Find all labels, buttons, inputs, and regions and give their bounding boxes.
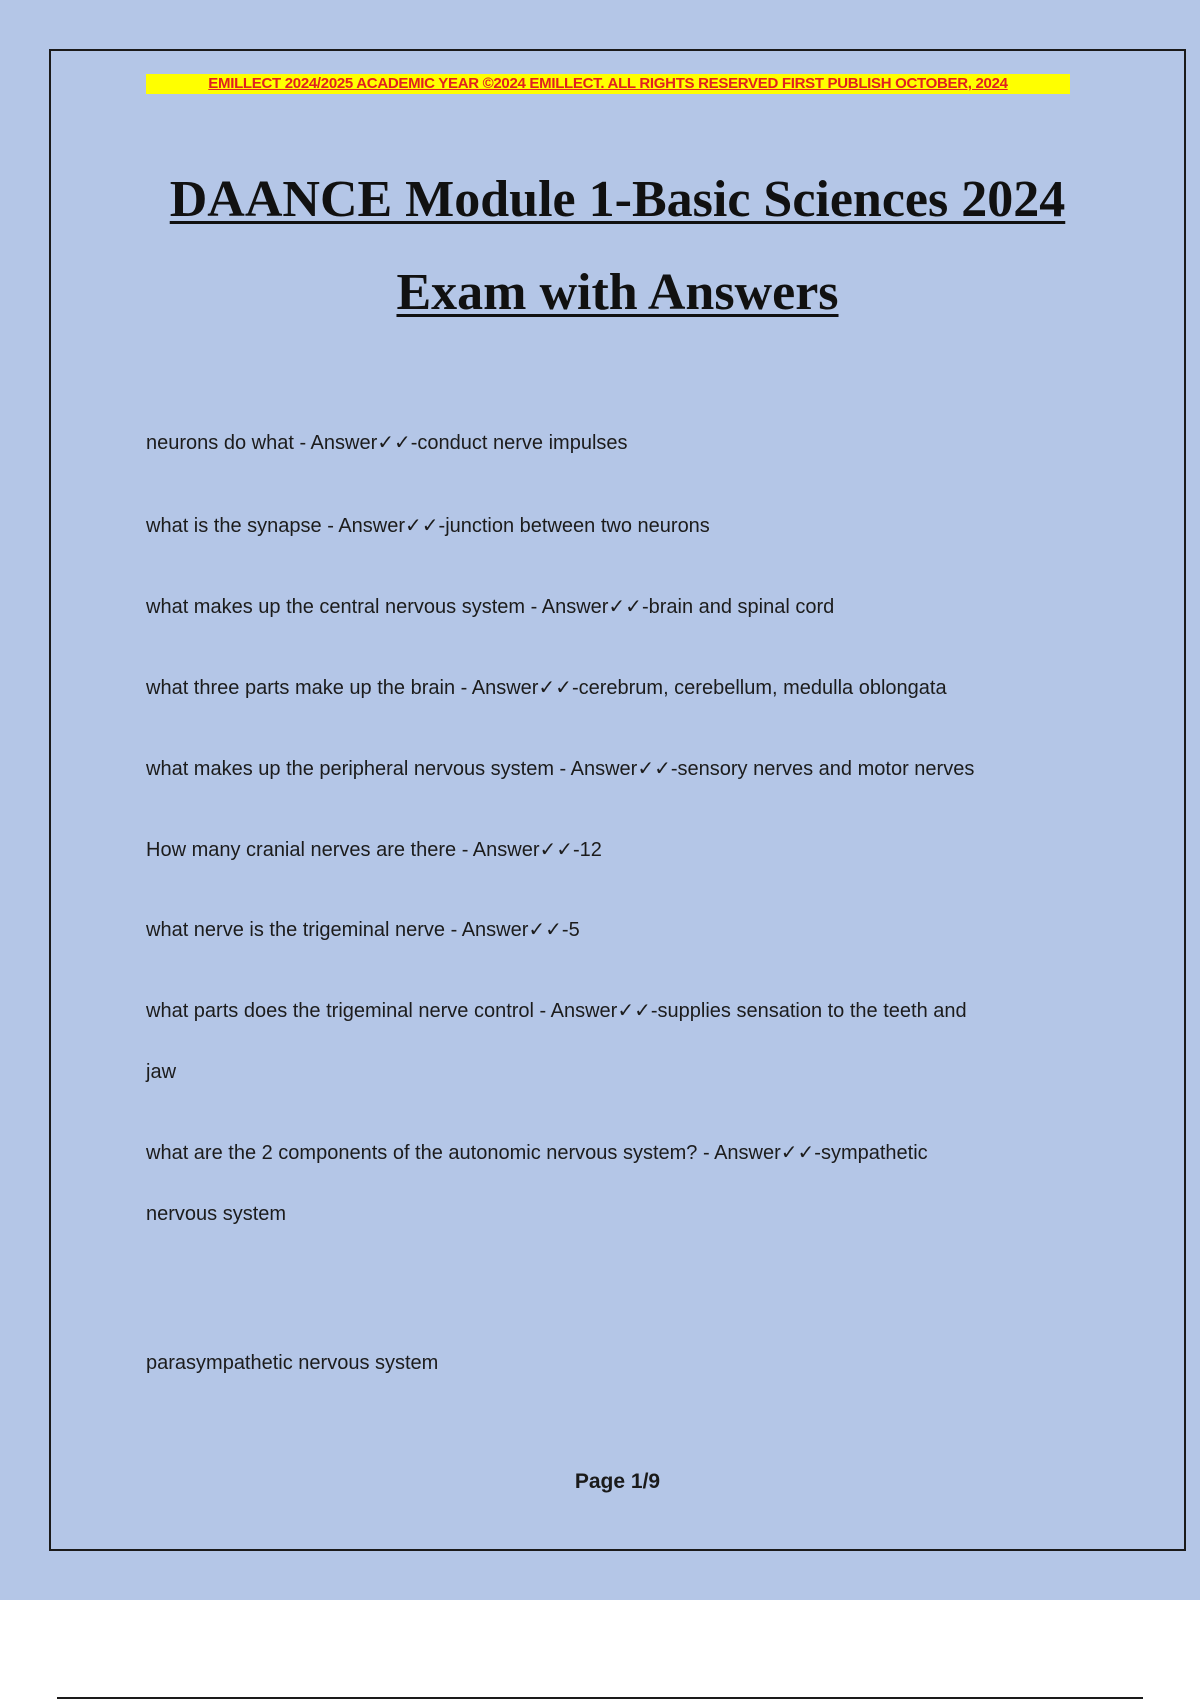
bottom-divider	[57, 1697, 1143, 1699]
qa-line: what nerve is the trigeminal nerve - Answer✓✓-5	[146, 919, 580, 941]
page-number: Page 1/9	[574, 1470, 661, 1493]
qa-line: How many cranial nerves are there - Answer✓✓-12	[146, 839, 602, 861]
qa-line: what three parts make up the brain - Answer✓✓-cerebrum, cerebellum, medulla oblongata	[146, 677, 947, 699]
qa-line: what makes up the peripheral nervous system - Answer✓✓-sensory nerves and motor nerves	[146, 758, 975, 780]
copyright-banner-text: EMILLECT 2024/2025 ACADEMIC YEAR ©2024 EMILLECT. ALL RIGHTS RESERVED FIRST PUBLISH OCTOBER, 2024	[208, 75, 1008, 92]
copyright-banner	[146, 74, 1070, 94]
qa-line: what are the 2 components of the autonomic nervous system? - Answer✓✓-sympathetic	[146, 1142, 928, 1164]
qa-line-continuation: jaw	[146, 1061, 177, 1083]
qa-line-continuation: parasympathetic nervous system	[146, 1352, 439, 1374]
qa-line: what parts does the trigeminal nerve control - Answer✓✓-supplies sensation to the teeth and	[146, 1000, 967, 1022]
document-title-line-1: DAANCE Module 1-Basic Sciences 2024	[169, 171, 1066, 228]
qa-line-continuation: nervous system	[146, 1203, 287, 1225]
qa-line: what makes up the central nervous system - Answer✓✓-brain and spinal cord	[146, 596, 835, 618]
document-title-line-2: Exam with Answers	[396, 264, 839, 321]
qa-line: what is the synapse - Answer✓✓-junction between two neurons	[146, 515, 710, 537]
qa-line: neurons do what - Answer✓✓-conduct nerve impulses	[146, 432, 628, 454]
